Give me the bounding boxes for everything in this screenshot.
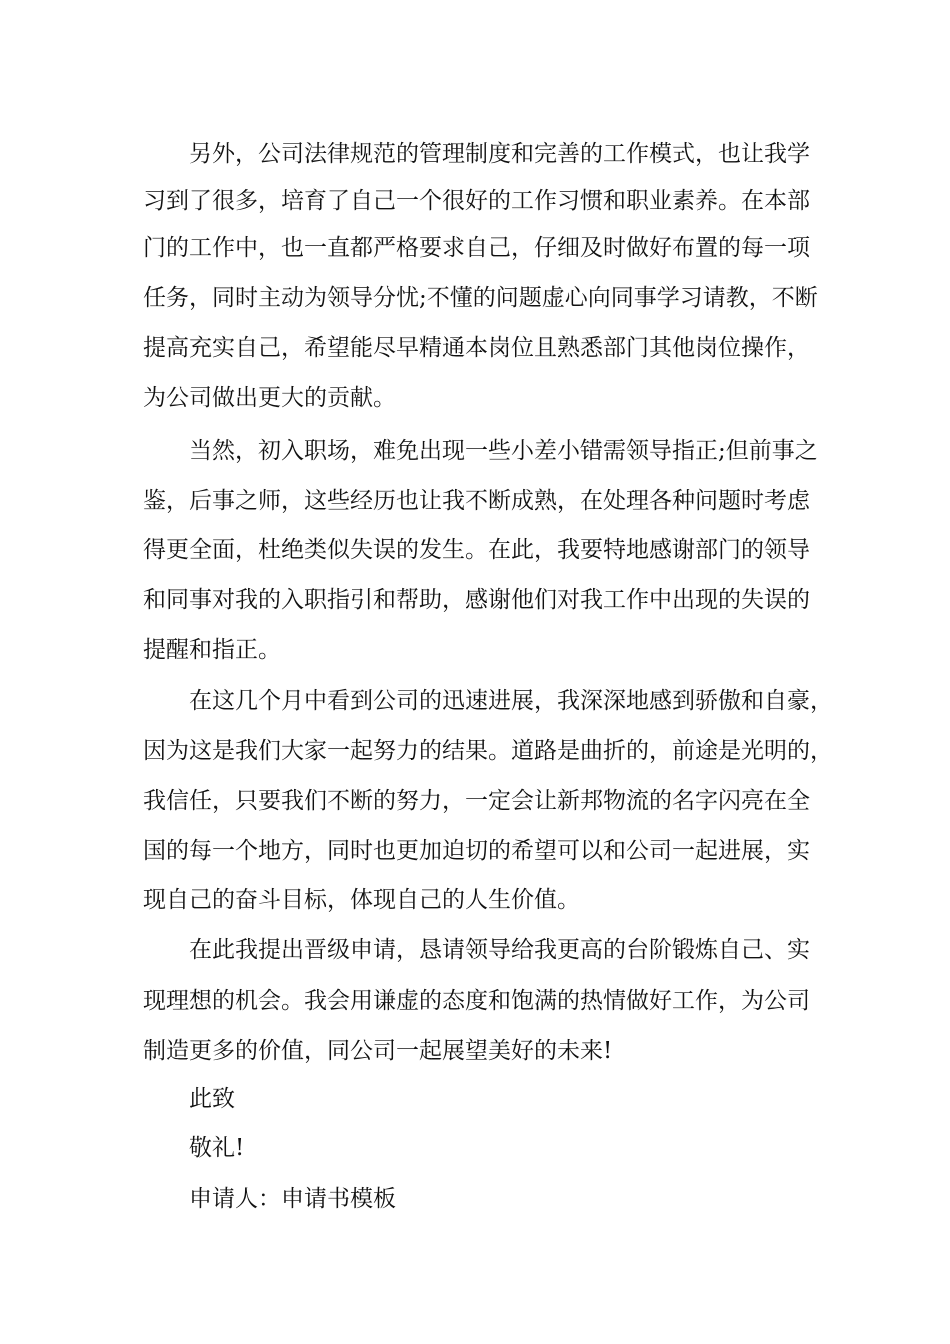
paragraph-1-line-5: 提高充实自己，希望能尽早精通本岗位且熟悉部门其他岗位操作， bbox=[143, 335, 810, 361]
paragraph-1-line-2: 习到了很多，培育了自己一个很好的工作习惯和职业素养。在本部 bbox=[143, 188, 810, 214]
paragraph-3-line-4: 国的每一个地方，同时也更加迫切的希望可以和公司一起进展，实 bbox=[143, 838, 810, 864]
paragraph-1-line-4: 任务，同时主动为领导分忧;不懂的问题虚心向同事学习请教，不断 bbox=[143, 285, 818, 311]
paragraph-4-line-2: 现理想的机会。我会用谦虚的态度和饱满的热情做好工作，为公司 bbox=[143, 988, 810, 1014]
paragraph-2-line-2: 鉴，后事之师，这些经历也让我不断成熟，在处理各种问题时考虑 bbox=[143, 488, 810, 514]
paragraph-2-line-3: 得更全面，杜绝类似失误的发生。在此，我要特地感谢部门的领导 bbox=[143, 537, 810, 563]
paragraph-2-line-4: 和同事对我的入职指引和帮助，感谢他们对我工作中出现的失误的 bbox=[143, 587, 810, 613]
paragraph-2-line-5: 提醒和指正。 bbox=[143, 637, 281, 663]
paragraph-4-line-3: 制造更多的价值，同公司一起展望美好的未来! bbox=[143, 1038, 613, 1064]
closing-regards: 敬礼! bbox=[189, 1135, 245, 1161]
paragraph-3-line-3: 我信任，只要我们不断的努力，一定会让新邦物流的名字闪亮在全 bbox=[143, 788, 810, 814]
paragraph-3-line-2: 因为这是我们大家一起努力的结果。道路是曲折的，前途是光明的， bbox=[143, 738, 833, 764]
paragraph-1-line-1: 另外，公司法律规范的管理制度和完善的工作模式，也让我学 bbox=[189, 141, 810, 167]
paragraph-3-line-1: 在这几个月中看到公司的迅速进展，我深深地感到骄傲和自豪， bbox=[189, 688, 833, 714]
closing-salutation: 此致 bbox=[189, 1086, 235, 1112]
paragraph-1-line-3: 门的工作中，也一直都严格要求自己，仔细及时做好布置的每一项 bbox=[143, 235, 810, 261]
paragraph-3-line-5: 现自己的奋斗目标，体现自己的人生价值。 bbox=[143, 887, 580, 913]
paragraph-4-line-1: 在此我提出晋级申请，恳请领导给我更高的台阶锻炼自己、实 bbox=[189, 937, 810, 963]
closing-signature: 申请人：申请书模板 bbox=[189, 1186, 396, 1212]
paragraph-1-line-6: 为公司做出更大的贡献。 bbox=[143, 385, 396, 411]
paragraph-2-line-1: 当然，初入职场，难免出现一些小差小错需领导指正;但前事之 bbox=[189, 438, 818, 464]
